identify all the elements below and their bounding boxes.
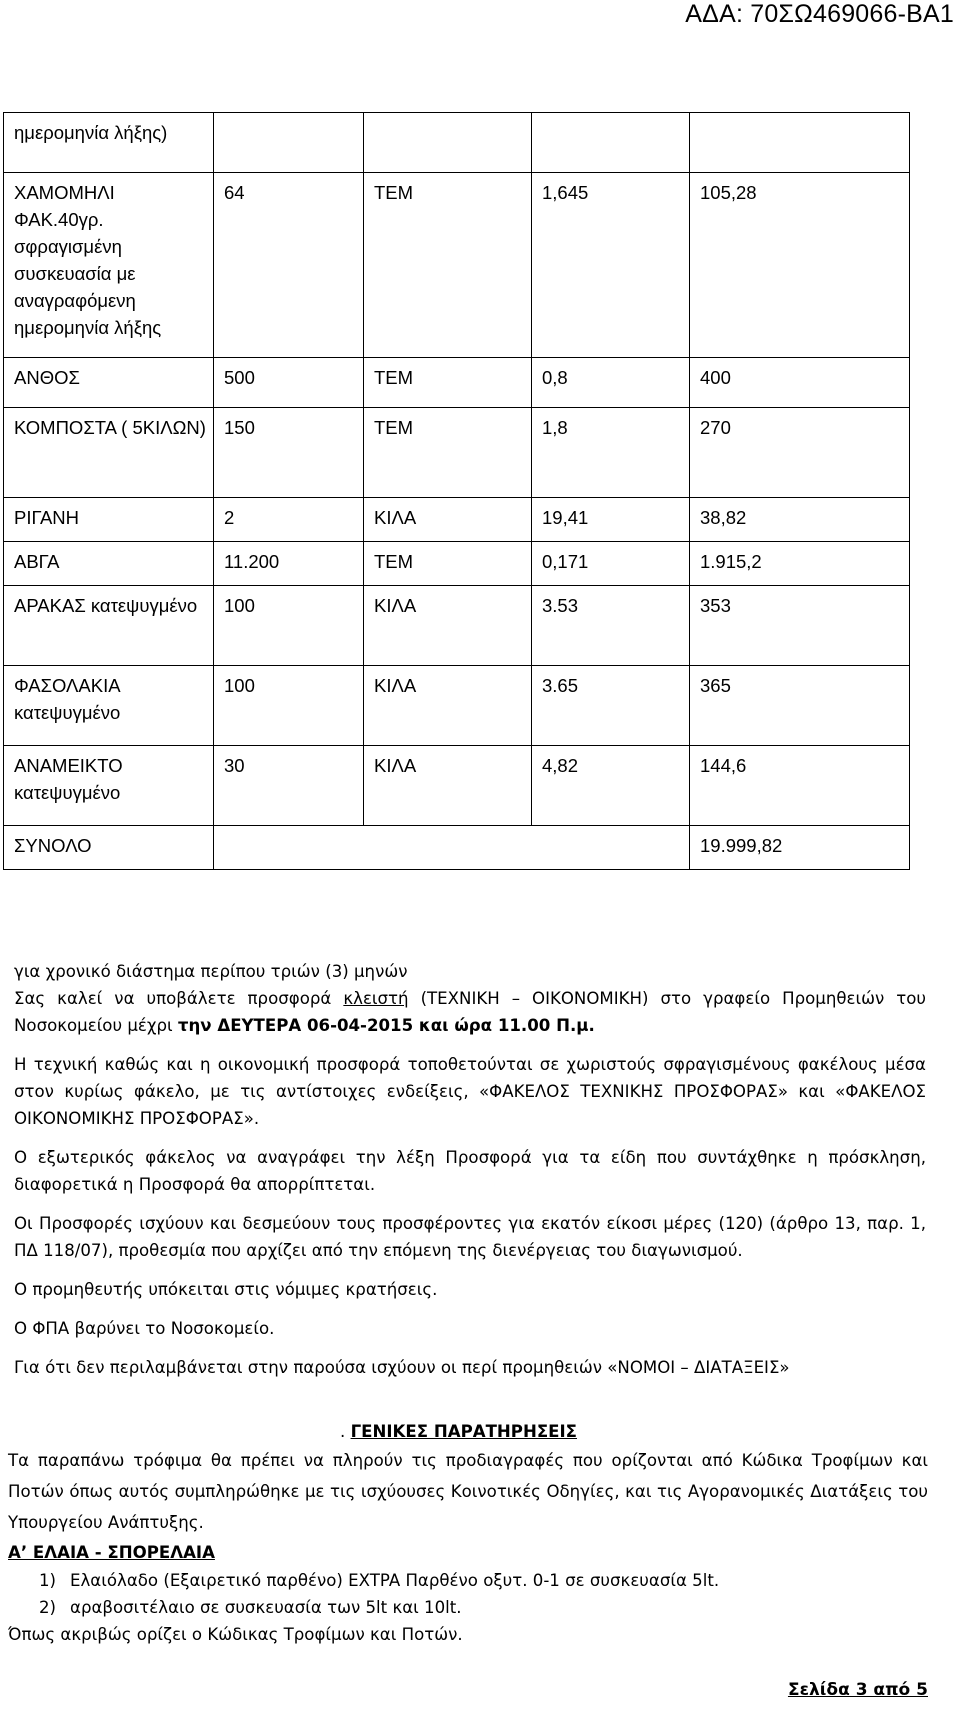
envelopes-text: Η τεχνική καθώς και η οικονομική προσφορά τοποθετούνται σε χωριστούς σφραγισμένους φακέλους μέσα στον κυρίως φάκελο, με τις αντίστοιχες ενδείξεις, «ΦΑΚΕΛΟΣ ΤΕΧΝΙΚΗΣ ΠΡΟΣΦΟΡΑΣ» και «ΦΑΚΕΛΟΣ ΟΙΚΟΝΟΜΙΚΗΣ ΠΡΟΣΦΟΡΑΣ». xyxy=(14,1055,926,1128)
cell-unit: ΚΙΛΑ xyxy=(364,746,532,826)
section-heading: Α’ ΕΛΑΙΑ - ΣΠΟΡΕΛΑΙΑ xyxy=(8,1543,215,1562)
general-notes xyxy=(8,1418,928,1648)
table-row xyxy=(4,408,910,498)
laws-text: Για ότι δεν περιλαμβάνεται στην παρούσα ισχύουν οι περί προμηθειών «ΝΟΜΟΙ – ΔΙΑΤΑΞΕΙΣ» xyxy=(14,1358,790,1377)
cell-total: 353 xyxy=(690,586,910,666)
cell-qty: 100 xyxy=(214,586,364,666)
notes-paragraph: Τα παραπάνω τρόφιμα θα πρέπει να πληρούν τις προδιαγραφές που ορίζονται από Κώδικα Τροφίμων και Ποτών όπως αυτός συμπληρώθηκε με τις ισχύουσες Κοινοτικές Οδηγίες, και τις Αγορανομικές Διατάξεις του Υπουργείου Ανάπτυξης. xyxy=(8,1451,928,1532)
cell-qty: 2 xyxy=(214,498,364,542)
items-table xyxy=(3,112,910,870)
cell-qty: 100 xyxy=(214,666,364,746)
cell-qty: 64 xyxy=(214,173,364,358)
cell-name: ΑΝΑΜΕΙΚΤΟ κατεψυγμένο xyxy=(4,746,214,826)
cell-unit: ΚΙΛΑ xyxy=(364,666,532,746)
cell-price: 1,645 xyxy=(532,173,690,358)
invitation-text: Σας καλεί να υποβάλετε προσφορά κλειστή (ΤΕΧΝΙΚΗ – ΟΙΚΟΝΟΜΙΚΗ) στο γραφείο Προμηθειών του Νοσοκομείου μέχρι την ΔΕΥΤΕΡΑ 06-04-2015 και ώρα 11.00 Π.μ. xyxy=(14,989,927,1035)
cell-name: ΚΟΜΠΟΣΤΑ ( 5ΚΙΛΩΝ) xyxy=(4,408,214,498)
cell-total: 270 xyxy=(690,408,910,498)
cell-unit: ΚΙΛΑ xyxy=(364,586,532,666)
total-value: 19.999,82 xyxy=(690,826,910,870)
cell-unit: ΤΕΜ xyxy=(364,542,532,586)
conditions-text xyxy=(14,958,926,1381)
cell-qty: 150 xyxy=(214,408,364,498)
cell-name: ΑΡΑΚΑΣ κατεψυγμένο xyxy=(4,586,214,666)
notes-heading: . ΓΕΝΙΚΕΣ ΠΑΡΑΤΗΡΗΣΕΙΣ xyxy=(340,1422,578,1441)
list-item: 1) Ελαιόλαδο (Εξαιρετικό παρθένο) EXTPA Παρθένο οξυτ. 0-1 σε συσκευασία 5lt. xyxy=(38,1571,720,1590)
cell-unit: ΚΙΛΑ xyxy=(364,498,532,542)
table-row xyxy=(4,358,910,408)
cell-unit: ΤΕΜ xyxy=(364,358,532,408)
table-row xyxy=(4,173,910,358)
table-row xyxy=(4,666,910,746)
table-row xyxy=(4,542,910,586)
cell-qty xyxy=(214,113,364,173)
closing-text: Όπως ακριβώς ορίζει ο Κώδικας Τροφίμων και Ποτών. xyxy=(8,1625,463,1644)
cell-unit: ΤΕΜ xyxy=(364,408,532,498)
cell-price: 3.53 xyxy=(532,586,690,666)
cell-price: 3.65 xyxy=(532,666,690,746)
cell-total: 38,82 xyxy=(690,498,910,542)
deductions-text: Ο προμηθευτής υπόκειται στις νόμιμες κρατήσεις. xyxy=(14,1280,438,1299)
cell-total: 365 xyxy=(690,666,910,746)
cell-price: 1,8 xyxy=(532,408,690,498)
cell-total: 105,28 xyxy=(690,173,910,358)
cell-price: 0,171 xyxy=(532,542,690,586)
table-row xyxy=(4,746,910,826)
cell-unit xyxy=(364,113,532,173)
cell-price: 4,82 xyxy=(532,746,690,826)
outer-envelope-text: Ο εξωτερικός φάκελος να αναγράφει την λέξη Προσφορά για τα είδη που συντάχθηκε η πρόσκληση, διαφορετικά η Προσφορά θα απορρίπτεται. xyxy=(14,1148,926,1194)
table-row xyxy=(4,113,910,173)
cell-qty: 11.200 xyxy=(214,542,364,586)
cell-name: ΑΝΘΟΣ xyxy=(4,358,214,408)
list-item: 2) αραβοσιτέλαιο σε συσκευασία των 5lt και 10lt. xyxy=(38,1598,462,1617)
table-row xyxy=(4,498,910,542)
cell-price: 0,8 xyxy=(532,358,690,408)
cell-total: 400 xyxy=(690,358,910,408)
cell-total xyxy=(690,113,910,173)
cell-price: 19,41 xyxy=(532,498,690,542)
cell-qty: 500 xyxy=(214,358,364,408)
cell-name: ΡΙΓΑΝΗ xyxy=(4,498,214,542)
cell-name: ημερομηνία λήξης) xyxy=(4,113,214,173)
page-number: Σελίδα 3 από 5 xyxy=(787,1680,928,1700)
cell-total: 1.915,2 xyxy=(690,542,910,586)
vat-text: Ο ΦΠΑ βαρύνει το Νοσοκομείο. xyxy=(14,1319,275,1338)
cell-empty xyxy=(214,826,690,870)
total-label: ΣΥΝΟΛΟ xyxy=(4,826,214,870)
cell-name: ΦΑΣΟΛΑΚΙΑ κατεψυγμένο xyxy=(4,666,214,746)
duration-text: για χρονικό διάστημα περίπου τριών (3) μηνών xyxy=(14,962,408,981)
ada-code: ΑΔΑ: 70ΣΩ469066-ΒΑ1 xyxy=(685,0,954,28)
cell-unit: ΤΕΜ xyxy=(364,173,532,358)
validity-text: Οι Προσφορές ισχύουν και δεσμεύουν τους προσφέροντες για εκατόν είκοσι μέρες (120) (άρθρο 13, παρ. 1, ΠΔ 118/07), προθεσμία που αρχίζει από την επόμενη της διενέργειας του διαγωνισμού. xyxy=(14,1214,926,1260)
table-row xyxy=(4,586,910,666)
cell-price xyxy=(532,113,690,173)
cell-name: ΧΑΜΟΜΗΛΙ ΦΑΚ.40γρ. σφραγισμένη συσκευασία με αναγραφόμενη ημερομηνία λήξης xyxy=(4,173,214,358)
cell-name: ΑΒΓΑ xyxy=(4,542,214,586)
total-row xyxy=(4,826,910,870)
cell-qty: 30 xyxy=(214,746,364,826)
cell-total: 144,6 xyxy=(690,746,910,826)
oil-list xyxy=(8,1567,928,1621)
